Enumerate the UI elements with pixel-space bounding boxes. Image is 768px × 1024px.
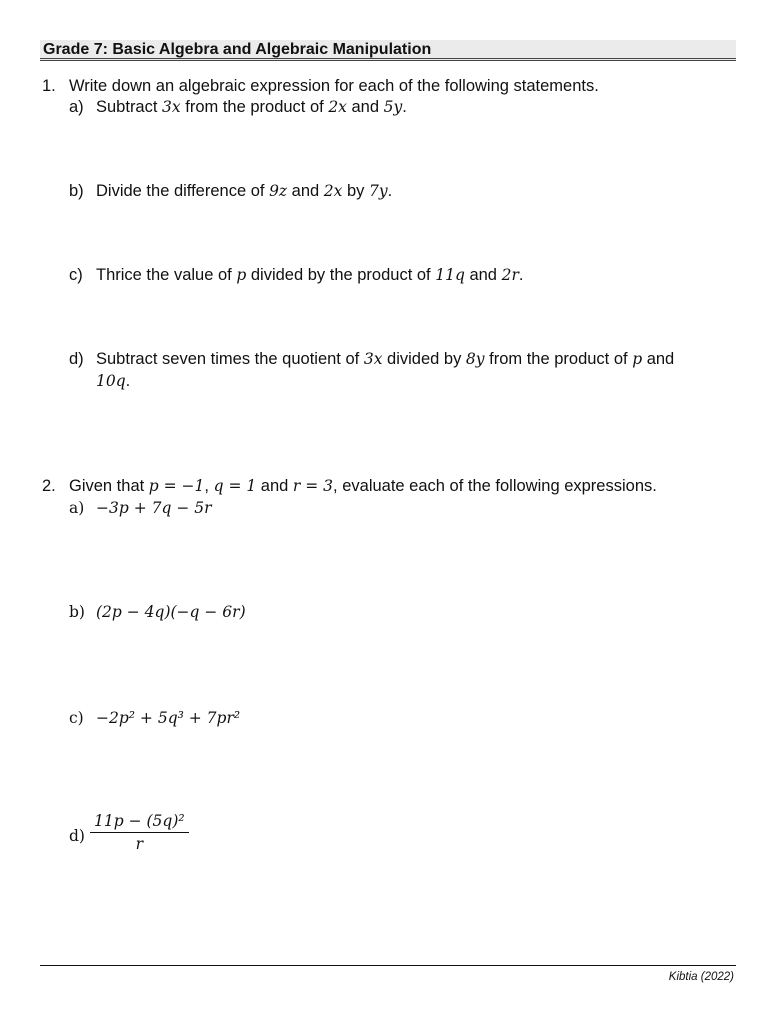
question-1-prompt: Write down an algebraic expression for each of the following statements. (69, 77, 599, 95)
q2d-fraction (90, 812, 189, 853)
q2d-denominator: r (135, 835, 143, 853)
q1b-label: b) (69, 182, 84, 200)
q1d-statement-line-1: Subtract seven times the quotient of 3x divided by 8y from the product of p and (96, 350, 675, 368)
q2b-label: b) (69, 603, 85, 621)
q1a-statement: Subtract 3x from the product of 2x and 5y. (96, 98, 407, 116)
q2d-numerator: 11p − (5q)² (90, 812, 189, 833)
q2a-label: a) (69, 499, 85, 517)
q1d-label: d) (69, 350, 84, 368)
page-title: Grade 7: Basic Algebra and Algebraic Manipulation (43, 41, 432, 58)
footer-credit: Kibtia (2022) (668, 971, 734, 983)
q1b-statement: Divide the difference of 9z and 2x by 7y. (96, 182, 393, 200)
page-header (40, 40, 736, 61)
q1a-label: a) (69, 98, 84, 116)
question-2-prompt: Given that p = −1, q = 1 and r = 3, evaluate each of the following expressions. (69, 477, 657, 495)
q2c-label: c) (69, 709, 84, 727)
q1c-label: c) (69, 266, 83, 284)
q2b-expression: (2p − 4q)(−q − 6r) (96, 603, 246, 621)
q2a-expression: −3p + 7q − 5r (96, 499, 212, 517)
q2c-expression: −2p² + 5q³ + 7pr² (96, 709, 241, 727)
q2d-label: d) (69, 827, 85, 845)
q1c-statement: Thrice the value of p divided by the product of 11q and 2r. (96, 266, 524, 284)
question-1-number: 1. (42, 77, 56, 95)
question-2-number: 2. (42, 477, 56, 495)
footer-divider (40, 965, 736, 966)
q1d-statement-line-2: 10q. (96, 372, 131, 390)
